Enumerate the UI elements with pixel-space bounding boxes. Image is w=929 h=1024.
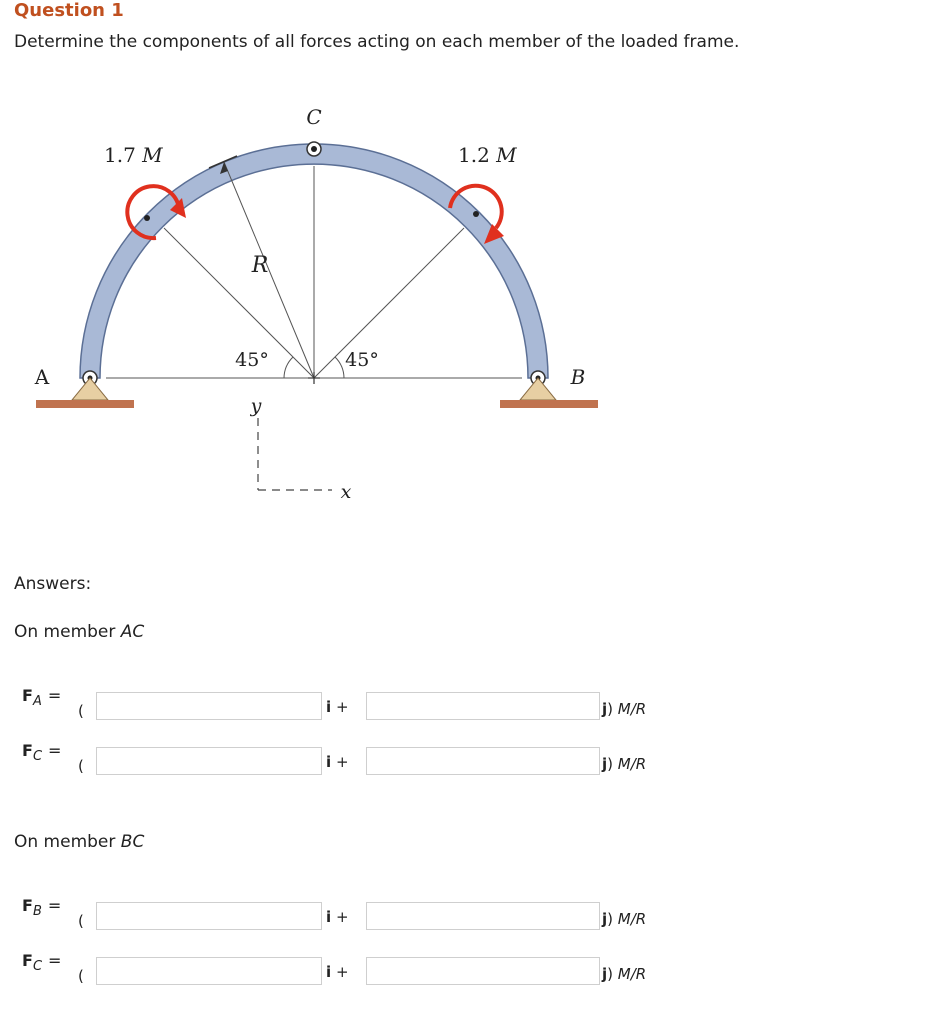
open-paren: (	[78, 967, 84, 985]
answer-row-fb	[0, 896, 929, 936]
label-b: B	[570, 365, 586, 389]
force-label: $F_A$ =	[22, 686, 62, 710]
angle-right-label: 45°	[345, 349, 379, 371]
j-unit: j) M/R	[602, 755, 647, 773]
force-label: $F_C$ =	[22, 951, 62, 975]
i-unit: i +	[326, 908, 349, 926]
j-unit: j) M/R	[602, 910, 647, 928]
ground-b	[500, 400, 598, 408]
section-member-bc: On member BC	[14, 832, 145, 852]
moment-right-label: 1.2 M	[458, 143, 517, 167]
j-unit: j) M/R	[602, 965, 647, 983]
frame-figure	[14, 86, 614, 526]
open-paren: (	[78, 702, 84, 720]
radius-label: R	[251, 253, 269, 278]
i-unit: i +	[326, 698, 349, 716]
support-a	[72, 378, 108, 400]
answer-row-fc-ac	[0, 741, 929, 781]
moment-left-label: 1.7 M	[104, 143, 163, 167]
answer-row-fa	[0, 686, 929, 726]
open-paren: (	[78, 757, 84, 775]
frame-diagram	[14, 86, 614, 526]
i-unit: i +	[326, 963, 349, 981]
ground-a	[36, 400, 134, 408]
fc-bc-y-input[interactable]	[366, 957, 600, 985]
j-unit: j) M/R	[602, 700, 647, 718]
answer-row-fc-bc	[0, 951, 929, 991]
fa-x-input[interactable]	[96, 692, 322, 720]
axis-x-label: x	[340, 481, 352, 503]
fb-x-input[interactable]	[96, 902, 322, 930]
question-prompt: Determine the components of all forces acting on each member of the loaded frame.	[14, 32, 740, 52]
open-paren: (	[78, 912, 84, 930]
label-c: C	[306, 105, 322, 129]
fa-y-input[interactable]	[366, 692, 600, 720]
fc-ac-y-input[interactable]	[366, 747, 600, 775]
i-unit: i +	[326, 753, 349, 771]
support-b	[520, 378, 556, 400]
force-label: $F_C$ =	[22, 741, 62, 765]
question-title: Question 1	[14, 0, 124, 21]
axis-y-label: y	[250, 395, 262, 417]
fb-y-input[interactable]	[366, 902, 600, 930]
label-a: A	[34, 365, 50, 389]
angle-left-label: 45°	[235, 349, 269, 371]
fc-bc-x-input[interactable]	[96, 957, 322, 985]
answers-heading: Answers:	[14, 574, 92, 594]
radius-line	[224, 162, 314, 378]
section-member-ac: On member AC	[14, 622, 145, 642]
fc-ac-x-input[interactable]	[96, 747, 322, 775]
force-label: $F_B$ =	[22, 896, 62, 920]
